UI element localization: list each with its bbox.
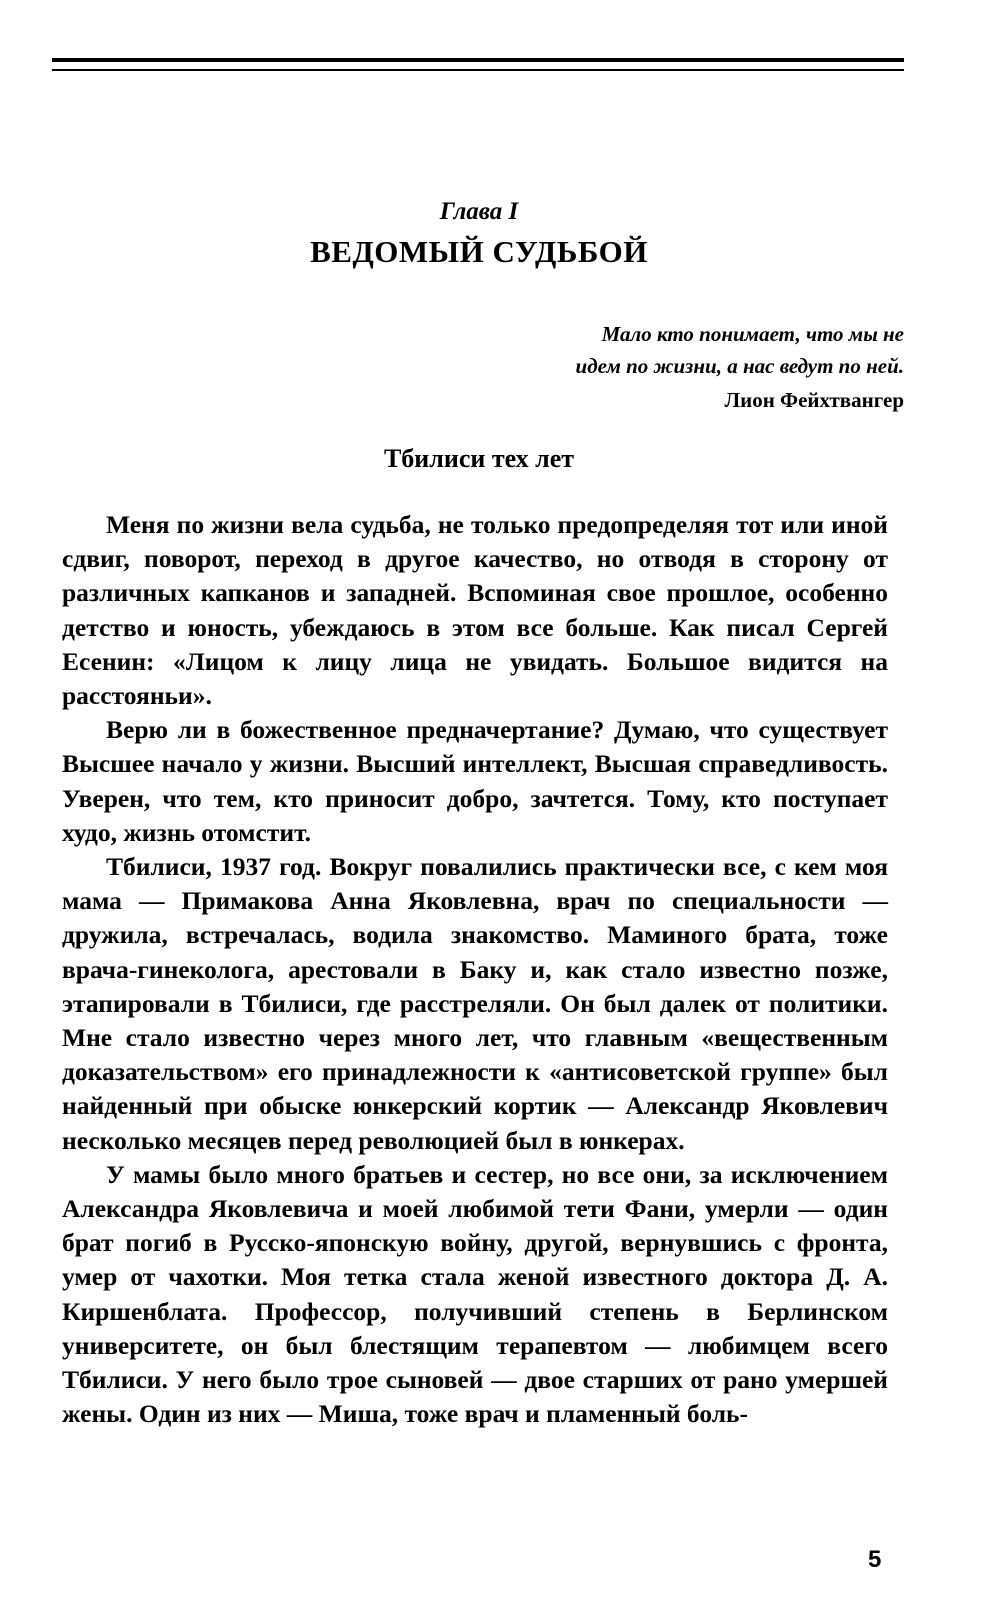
paragraph-3: Тбилиси, 1937 год. Вокруг повалились практически все, с кем моя мама — Примакова Анна Яковлевна, врач по специальности — дружила, встречалась, водила знакомство. Маминого брата, тоже врача-гинеколога, арестовали в Баку и, как стало известно позже, этапировали в Тбилиси, где расстреляли. Он был далек от политики. Мне стало известно через много лет, что главным «вещественным доказательством» его принадлежности к «антисоветской группе» был найденный при обыске юнкерский кортик — Александр Яковлевич несколько месяцев перед революцией был в юнкерах.	[62, 852, 888, 1155]
epigraph-author: Лион Фейхтвангер	[724, 388, 904, 412]
top-rule-thin	[52, 69, 904, 71]
epigraph	[444, 318, 904, 416]
paragraph-1: Меня по жизни вела судьба, не только предопределяя тот или иной сдвиг, поворот, переход в другое качество, но отводя в сторону от различных капканов и западней. Вспоминая свое прошлое, особенно детство и юность, убеждаюсь в этом все больше. Как писал Сергей Есенин: «Лицом к лицу лица не увидать. Большое видится на расстояньи».	[62, 510, 888, 711]
top-rule-thick	[52, 58, 904, 62]
chapter-label: Глава I	[439, 198, 519, 225]
paragraph-4: У мамы было много братьев и сестер, но все они, за исключением Александра Яковлевича и моей любимой тети Фани, умерли — один брат погиб в Русско-японскую войну, другой, вернувшись с фронта, умер от чахотки. Моя тетка стала женой известного доктора Д. А. Киршенблата. Профессор, получивший степень в Берлинском университете, он был блестящим терапевтом — любимцем всего Тбилиси. У него было трое сыновей — двое старших от рано умершей жены. Один из них — Миша, тоже врач и пламенный боль-	[62, 1159, 888, 1429]
chapter-title: ВЕДОМЫЙ СУДЬБОЙ	[310, 234, 648, 269]
paragraph-2: Верю ли в божественное предначертание? Думаю, что существует Высшее начало у жизни. Высший интеллект, Высшая справедливость. Уверен, что тем, кто приносит добро, зачтется. Тому, кто поступает худо, жизнь отомстит.	[62, 715, 888, 847]
epigraph-line-2: идем по жизни, а нас ведут по ней.	[575, 354, 904, 378]
section-title: Тбилиси тех лет	[383, 444, 575, 473]
epigraph-line-1: Мало кто понимает, что мы не	[601, 322, 904, 346]
body-text	[62, 508, 888, 1431]
page-number: 5	[868, 1546, 882, 1573]
